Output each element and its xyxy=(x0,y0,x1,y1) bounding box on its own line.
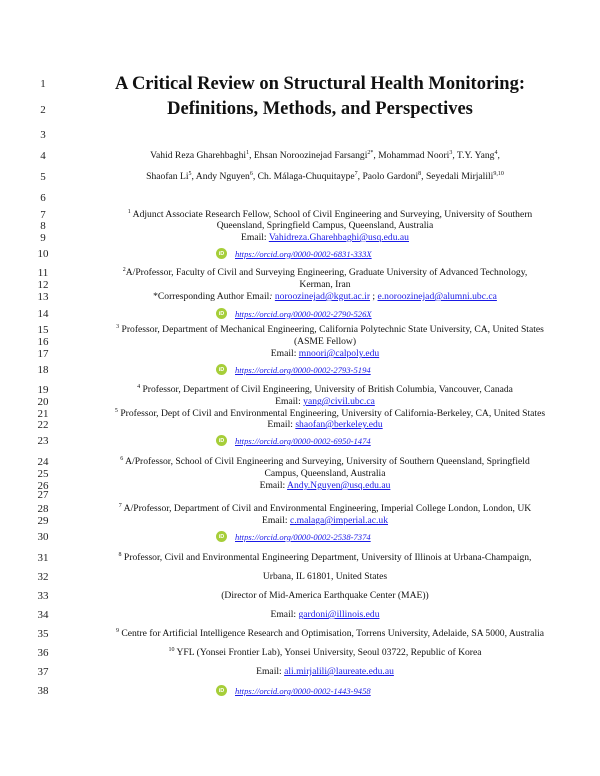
aff-sup: 4 xyxy=(137,383,141,390)
email-label: Email: xyxy=(259,480,288,491)
line-number: 12 xyxy=(37,279,49,291)
author-name: , T.Y. Yang xyxy=(452,150,495,161)
orcid-icon: iD xyxy=(216,685,227,696)
line-number: 32 xyxy=(37,571,49,583)
line-number: 30 xyxy=(37,531,49,543)
aff-text: A/Professor, School of Civil Engineering and Surveying, University of Southern Queensland, Springfield xyxy=(123,456,530,467)
line-number: 19 xyxy=(37,384,49,396)
line-number: 18 xyxy=(37,364,49,376)
line-number: 15 xyxy=(37,324,49,336)
orcid-icon: iD xyxy=(216,435,227,446)
affiliation-8 xyxy=(80,552,570,563)
email-label: Email: xyxy=(267,419,296,430)
affiliation-3-email-line xyxy=(80,348,570,359)
orcid-link[interactable]: https://orcid.org/0000-0002-1443-9458 xyxy=(235,685,371,696)
aff-text: A/Professor, Faculty of Civil and Surveying Engineering, Graduate University of Advanced Technology, xyxy=(125,267,528,278)
orcid-icon: iD xyxy=(216,308,227,319)
affiliation-6-line-2: Campus, Queensland, Australia xyxy=(264,468,386,479)
aff-sup: 7 xyxy=(118,502,122,509)
orcid-row-7 xyxy=(216,531,371,542)
author-name: , Ch. Málaga-Chuquitaype xyxy=(252,171,355,182)
author-name: , Andy Nguyen xyxy=(191,171,250,182)
orcid-icon: iD xyxy=(216,531,227,542)
email-link[interactable]: e.noroozinejad@alumni.ubc.ca xyxy=(377,291,497,302)
line-number: 25 xyxy=(37,468,49,480)
line-number: 28 xyxy=(37,503,49,515)
aff-sup: 10 xyxy=(168,646,175,653)
line-number: 14 xyxy=(37,308,49,320)
line-number: 21 xyxy=(37,408,49,420)
aff-text: Professor, Dept of Civil and Environmental Engineering, University of California-Berkeley, CA, United States xyxy=(117,408,546,419)
author-sup: 4 xyxy=(494,149,498,156)
email-link[interactable]: gardoni@illinois.edu xyxy=(298,609,380,620)
affiliation-5 xyxy=(60,408,600,419)
affiliation-9 xyxy=(60,628,600,639)
affiliation-2 xyxy=(80,267,570,278)
line-number: 31 xyxy=(37,552,49,564)
aff-text: Professor, Civil and Environmental Engineering Department, University of Illinois at Urbana-Champaign, xyxy=(121,552,532,563)
author-sup: 9,10 xyxy=(493,170,504,177)
affiliation-8-line-3: (Director of Mid-America Earthquake Center (MAE)) xyxy=(221,590,429,601)
aff-text: YFL (Yonsei Frontier Lab), Yonsei University, Seoul 03722, Republic of Korea xyxy=(174,647,482,658)
email-link[interactable]: Vahidreza.Gharehbaghi@usq.edu.au xyxy=(268,232,409,243)
line-number: 8 xyxy=(40,220,46,232)
affiliation-8-line-2: Urbana, IL 61801, United States xyxy=(262,571,388,582)
aff-sup: 9 xyxy=(115,627,119,634)
line-number: 17 xyxy=(37,348,49,360)
aff-sup: 5 xyxy=(114,407,118,414)
author-sup: 3 xyxy=(449,149,453,156)
author-sup: 1 xyxy=(246,149,250,156)
email-link[interactable]: Andy.Nguyen@usq.edu.au xyxy=(287,480,391,491)
author-name: , Ehsan Noroozinejad Farsangi xyxy=(249,150,368,161)
email-link[interactable]: shaofan@berkeley.edu xyxy=(295,419,383,430)
email-label: Email: xyxy=(270,609,299,620)
aff-text: Professor, Department of Mechanical Engineering, California Polytechnic State University, CA, United States xyxy=(119,324,544,335)
author-sup: 5 xyxy=(188,170,192,177)
email-label: Email: xyxy=(241,232,269,243)
line-number: 3 xyxy=(40,129,46,141)
aff-text: A/Professor, Department of Civil and Environmental Engineering, Imperial College London, London, UK xyxy=(121,503,532,514)
email-label: Email: xyxy=(275,396,304,407)
orcid-row-2 xyxy=(216,308,372,319)
aff-text: Centre for Artificial Intelligence Research and Optimisation, Torrens University, Adelaide, SA 5000, Australia xyxy=(118,628,545,639)
line-number: 16 xyxy=(37,336,49,348)
line-number: 22 xyxy=(37,419,49,431)
line-number: 13 xyxy=(37,291,49,303)
author-sup: 7 xyxy=(354,170,358,177)
affiliation-4 xyxy=(80,384,570,395)
author-sup: 8 xyxy=(418,170,422,177)
line-number: 34 xyxy=(37,609,49,621)
affiliation-1-email-line xyxy=(80,232,570,243)
line-number: 27 xyxy=(37,489,49,501)
affiliation-5-email-line xyxy=(80,419,570,430)
email-label: Email: xyxy=(261,515,290,526)
email-link[interactable]: c.malaga@imperial.ac.uk xyxy=(289,515,389,526)
title-line-1: A Critical Review on Structural Health Monitoring: xyxy=(114,74,526,94)
line-number: 38 xyxy=(37,685,49,697)
orcid-link[interactable]: https://orcid.org/0000-0002-6831-333X xyxy=(235,248,372,259)
orcid-row-5 xyxy=(216,435,371,446)
affiliation-8-email-line xyxy=(80,609,570,620)
orcid-row-10 xyxy=(216,685,371,696)
aff-sup: 8 xyxy=(118,551,122,558)
author-sup: 6 xyxy=(249,170,253,177)
affiliation-10 xyxy=(80,647,570,658)
line-number: 5 xyxy=(40,171,46,183)
separator: : xyxy=(269,291,275,302)
email-link[interactable]: noroozinejad@kgut.ac.ir xyxy=(274,291,371,302)
affiliation-3 xyxy=(60,324,600,335)
line-number: 26 xyxy=(37,480,49,492)
orcid-link[interactable]: https://orcid.org/0000-0002-2793-5194 xyxy=(235,364,371,375)
line-number: 37 xyxy=(37,666,49,678)
orcid-icon: iD xyxy=(216,248,227,259)
affiliation-2-email-line xyxy=(80,291,570,302)
line-number: 11 xyxy=(37,267,49,279)
author-sup: 2* xyxy=(367,149,374,156)
orcid-row-1 xyxy=(216,248,372,259)
aff-text: Adjunct Associate Research Fellow, School of Civil Engineering and Surveying, University of Southern xyxy=(130,209,533,220)
affiliation-3-line-2: (ASME Fellow) xyxy=(293,336,357,347)
line-number: 33 xyxy=(37,590,49,602)
aff-sup: 3 xyxy=(116,323,120,330)
corresponding-label: *Corresponding Author Email xyxy=(153,291,270,302)
author-line-1 xyxy=(80,150,570,161)
affiliation-6-email-line xyxy=(80,480,570,491)
email-link[interactable]: ali.mirjalili@laureate.edu.au xyxy=(284,666,394,677)
affiliation-7 xyxy=(80,503,570,514)
orcid-link[interactable]: https://orcid.org/0000-0002-2790-526X xyxy=(235,308,372,319)
affiliation-10-email-line xyxy=(80,666,570,677)
line-number: 29 xyxy=(37,515,49,527)
email-label: Email: xyxy=(256,666,285,677)
line-number: 1 xyxy=(40,78,46,90)
line-number: 36 xyxy=(37,647,49,659)
orcid-icon: iD xyxy=(216,364,227,375)
author-name: Shaofan Li xyxy=(146,171,189,182)
affiliation-2-line-2: Kerman, Iran xyxy=(299,279,351,290)
line-number: 23 xyxy=(37,435,49,447)
line-number: 6 xyxy=(40,192,46,204)
line-number: 10 xyxy=(37,248,49,260)
author-name: , Mohammad Noori xyxy=(373,150,450,161)
separator: ; xyxy=(370,291,378,302)
aff-sup: 1 xyxy=(127,208,131,215)
line-number: 9 xyxy=(40,232,46,244)
author-sep: , xyxy=(497,150,500,161)
author-name: Vahid Reza Gharehbaghi xyxy=(150,150,247,161)
line-number: 2 xyxy=(40,104,46,116)
line-number: 4 xyxy=(40,150,46,162)
line-number: 20 xyxy=(37,396,49,408)
line-number: 7 xyxy=(40,209,46,221)
aff-sup: 2 xyxy=(122,266,126,273)
orcid-link[interactable]: https://orcid.org/0000-0002-6950-1474 xyxy=(235,435,371,446)
email-link[interactable]: yang@civil.ubc.ca xyxy=(303,396,375,407)
aff-sup: 6 xyxy=(120,455,124,462)
email-label: Email: xyxy=(270,348,299,359)
orcid-link[interactable]: https://orcid.org/0000-0002-2538-7374 xyxy=(235,531,371,542)
line-number: 35 xyxy=(37,628,49,640)
author-name: , Seyedali Mirjalili xyxy=(421,171,494,182)
affiliation-4-email-line xyxy=(80,396,570,407)
email-link[interactable]: mnoori@calpoly.edu xyxy=(298,348,380,359)
line-number: 24 xyxy=(37,456,49,468)
title-line-2: Definitions, Methods, and Perspectives xyxy=(167,99,473,119)
author-line-2 xyxy=(80,171,570,182)
affiliation-1-line-2: Queensland, Springfield Campus, Queensland, Australia xyxy=(216,220,434,231)
author-name: , Paolo Gardoni xyxy=(357,171,419,182)
affiliation-6 xyxy=(80,456,570,467)
affiliation-7-email-line xyxy=(80,515,570,526)
orcid-row-3 xyxy=(216,364,371,375)
affiliation-1 xyxy=(60,209,600,220)
aff-text: Professor, Department of Civil Engineering, University of British Columbia, Vancouver, Canada xyxy=(140,384,513,395)
